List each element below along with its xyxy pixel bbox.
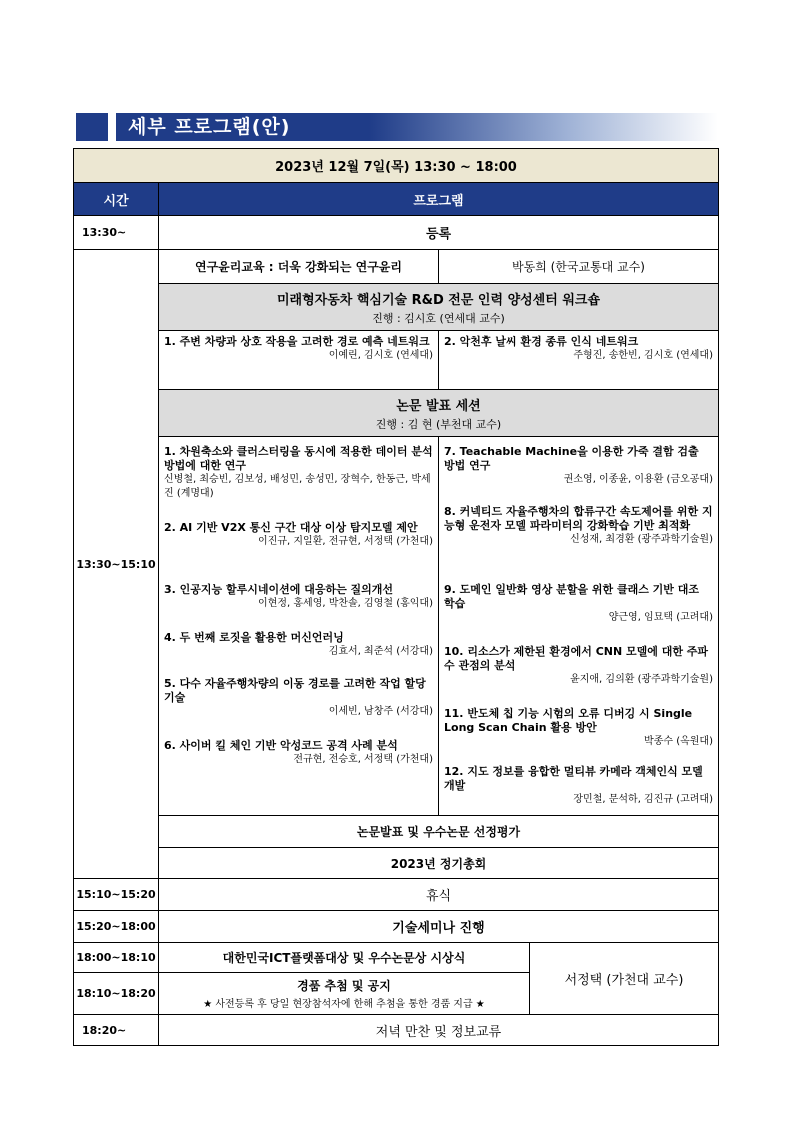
workshop-item-authors: 주형진, 송한빈, 김시호 (연세대) bbox=[573, 350, 713, 361]
lottery-title: 경품 추첨 및 공지 bbox=[297, 979, 391, 993]
tech-seminar: 기술세미나 진행 bbox=[158, 910, 719, 943]
registration-time: 13:30~ bbox=[73, 215, 159, 250]
break-time: 15:10~15:20 bbox=[73, 878, 159, 911]
lottery-time: 18:10~18:20 bbox=[73, 972, 159, 1015]
award-time: 18:00~18:10 bbox=[73, 942, 159, 973]
paper-evaluation: 논문발표 및 우수논문 선정평가 bbox=[158, 815, 719, 848]
paper-authors: 이진규, 지일환, 전규현, 서정택 (가천대) bbox=[258, 536, 433, 547]
workshop-host: 진행 : 김시호 (연세대 교수) bbox=[372, 311, 505, 325]
paper-title: 6. 사이버 킬 체인 기반 악성코드 공격 사례 분석 bbox=[164, 739, 398, 752]
general-meeting: 2023년 정기총회 bbox=[158, 847, 719, 879]
paper-authors: 장민철, 문석하, 김진규 (고려대) bbox=[573, 794, 713, 805]
paper-title: 9. 도메인 일반화 영상 분할을 위한 클래스 기반 대조 학습 bbox=[444, 583, 699, 610]
lottery bbox=[158, 972, 530, 1015]
lottery-note: ★ 사전등록 후 당일 현장참석자에 한해 추첨을 통한 경품 지급 ★ bbox=[203, 999, 485, 1010]
paper-title: 11. 반도체 칩 기능 시험의 오류 디버깅 시 Single Long Scan Chain 활용 방안 bbox=[444, 707, 693, 734]
paper-authors: 전규현, 전승호, 서정택 (가천대) bbox=[293, 754, 433, 765]
workshop-item-2 bbox=[438, 330, 719, 390]
ethics-education: 연구윤리교육 : 더욱 강화되는 연구윤리 bbox=[158, 249, 439, 284]
banner-square bbox=[76, 113, 108, 141]
dinner: 저녁 만찬 및 정보교류 bbox=[158, 1014, 719, 1046]
paper-title: 1. 차원축소와 클러스터링을 동시에 적용한 데이터 분석 방법에 대한 연구 bbox=[164, 445, 433, 472]
paper-title: 7. Teachable Machine을 이용한 가죽 결함 검출 방법 연구 bbox=[444, 445, 699, 472]
dinner-time: 18:20~ bbox=[73, 1014, 159, 1046]
ethics-speaker: 박동희 (한국교통대 교수) bbox=[438, 249, 719, 284]
paper-session-host: 진행 : 김 현 (부천대 교수) bbox=[375, 417, 502, 431]
paper-title: 2. AI 기반 V2X 통신 구간 대상 이상 탐지모델 제안 bbox=[164, 521, 418, 534]
paper-authors: 이현정, 홍세영, 박찬솔, 김영철 (홍익대) bbox=[258, 598, 433, 609]
paper-title: 12. 지도 정보를 융합한 멀티뷰 카메라 객체인식 모델 개발 bbox=[444, 765, 703, 792]
workshop-header bbox=[158, 283, 719, 331]
program-table bbox=[73, 148, 719, 1046]
paper-authors: 양근영, 임묘택 (고려대) bbox=[608, 612, 713, 623]
award-ceremony: 대한민국ICT플랫폼대상 및 우수논문상 시상식 bbox=[158, 942, 530, 973]
workshop-title: 미래형자동차 핵심기술 R&D 전문 인력 양성센터 워크숍 bbox=[276, 292, 600, 308]
paper-title: 8. 커넥티드 자율주행차의 합류구간 속도제어를 위한 지능형 운전자 모델 파라미터의 강화학습 기반 최적화 bbox=[444, 505, 713, 532]
paper-list-right bbox=[438, 436, 719, 816]
paper-session-title: 논문 발표 세션 bbox=[396, 398, 481, 414]
date-header: 2023년 12월 7일(목) 13:30 ~ 18:00 bbox=[73, 148, 719, 183]
workshop-item-title: 1. 주변 차량과 상호 작용을 고려한 경로 예측 네트워크 bbox=[164, 335, 430, 348]
program-column-header: 프로그램 bbox=[158, 182, 719, 216]
break: 휴식 bbox=[158, 878, 719, 911]
workshop-item-1 bbox=[158, 330, 439, 390]
time-column-header: 시간 bbox=[73, 182, 159, 216]
paper-authors: 권소영, 이종윤, 이용환 (금오공대) bbox=[563, 474, 713, 485]
workshop-item-title: 2. 악천후 날씨 환경 종류 인식 네트워크 bbox=[444, 335, 639, 348]
paper-authors: 박종수 (옥원대) bbox=[644, 736, 713, 747]
paper-title: 4. 두 번째 로짓을 활용한 머신언러닝 bbox=[164, 631, 344, 644]
workshop-item-authors: 이예린, 김시호 (연세대) bbox=[328, 350, 433, 361]
paper-list-left bbox=[158, 436, 439, 816]
paper-title: 10. 리소스가 제한된 환경에서 CNN 모델에 대한 주파수 관점의 분석 bbox=[444, 645, 709, 672]
paper-authors: 신성재, 최경환 (광주과학기술원) bbox=[570, 534, 713, 545]
paper-title: 3. 인공지능 할루시네이션에 대응하는 질의개선 bbox=[164, 583, 394, 596]
banner-title: 세부 프로그램(안) bbox=[128, 116, 291, 138]
award-speaker: 서정택 (가천대 교수) bbox=[529, 942, 719, 1015]
main-session-time: 13:30~15:10 bbox=[73, 249, 159, 879]
paper-authors: 윤지애, 김의환 (광주과학기술원) bbox=[570, 674, 713, 685]
paper-title: 5. 다수 자율주행차량의 이동 경로를 고려한 작업 할당 기술 bbox=[164, 677, 426, 704]
paper-authors: 이세빈, 남창주 (서강대) bbox=[328, 706, 433, 717]
seminar-time: 15:20~18:00 bbox=[73, 910, 159, 943]
paper-session-header bbox=[158, 389, 719, 437]
section-banner bbox=[76, 113, 718, 141]
paper-authors: 신병철, 최승빈, 김보성, 배성민, 송성민, 장혁수, 한동근, 박세진 (계명대) bbox=[164, 474, 431, 499]
registration: 등록 bbox=[158, 215, 719, 250]
paper-authors: 김효서, 최준석 (서강대) bbox=[328, 646, 433, 657]
